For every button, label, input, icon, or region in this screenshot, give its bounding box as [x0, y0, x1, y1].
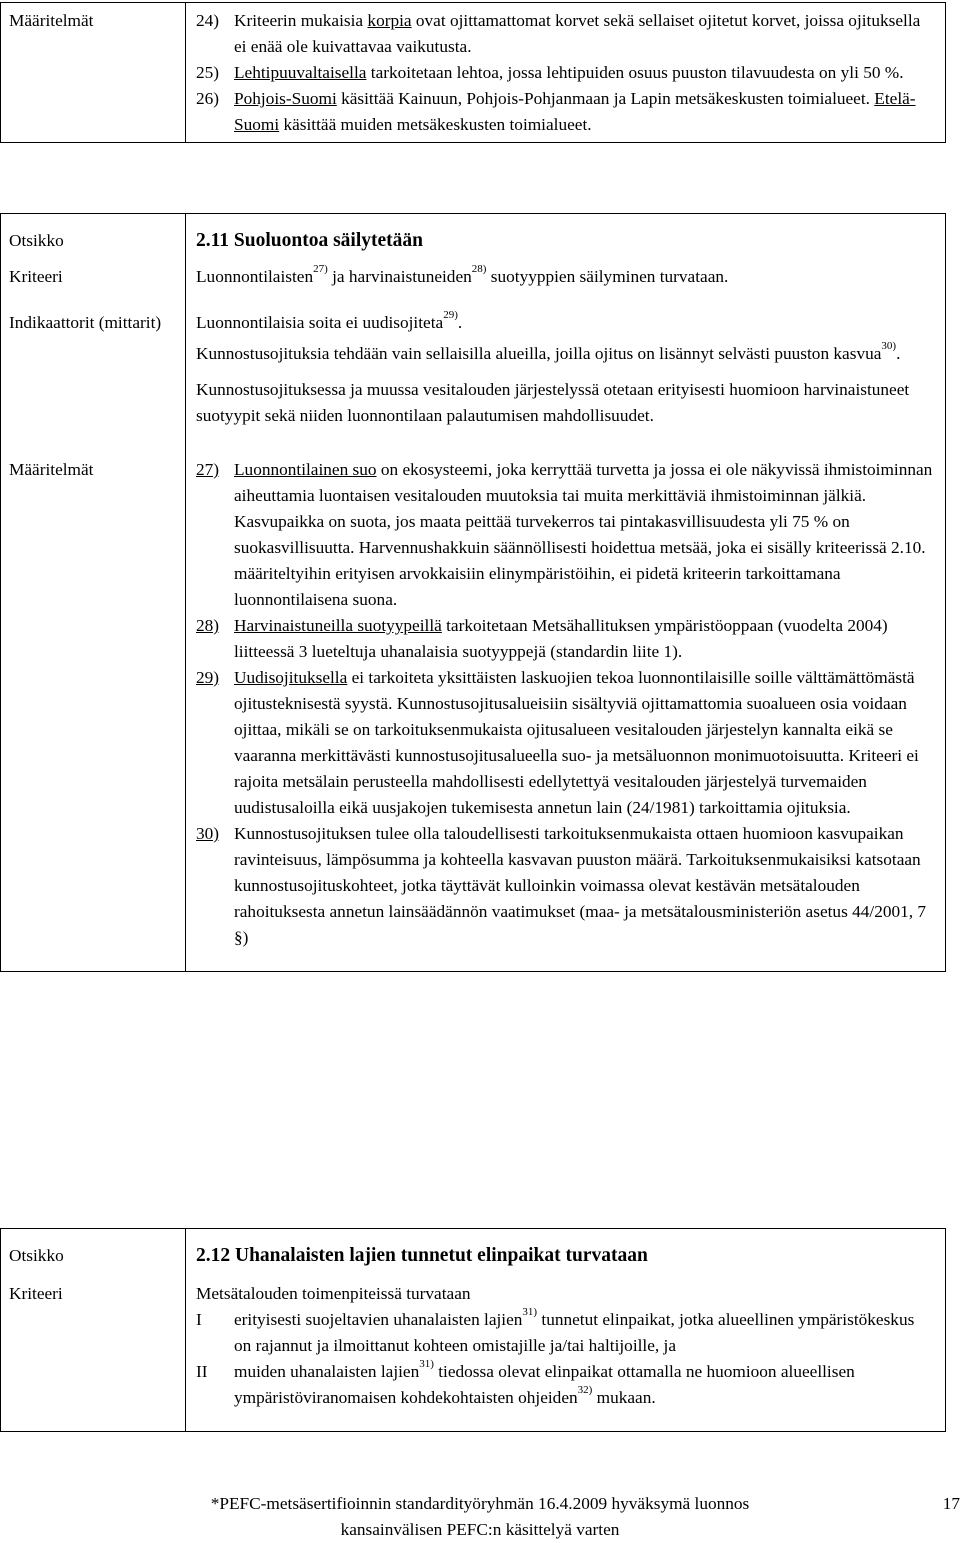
definition-24: 24) Kriteerin mukaisia korpia ovat ojittamattomat korvet sekä sellaiset ojitetut korvet, joissa ojituksella ei enää ole kuivattavaa vaikutusta.	[196, 11, 921, 56]
row-label-kriteeri: Kriteeri	[1, 1273, 186, 1432]
page-footer	[0, 1491, 960, 1543]
criterion-table-2-12	[0, 1228, 946, 1432]
definition-30: 30) Kunnostusojituksen tulee olla taloudellisesti tarkoituksenmukaista ottaen huomioon kasvupaikan ravinteisuus, lämpösumma ja kohteella kasvavan puuston määrä. Tarkoituksenmukaisiksi katsotaan kunnostusojituskohteet, jotka täyttävät kulloinkin voimassa olevat kestävän metsätalouden rahoituksesta annetun lainsäädännön vaatimukset (maa- ja metsätalousministeriön asetus 44/2001, 7 §)	[196, 824, 927, 947]
row-label-kriteeri: Kriteeri	[1, 258, 186, 298]
definitions-cell	[186, 443, 946, 972]
indicator-item: Kunnostusojituksessa ja muussa vesitalouden järjestelyssä otetaan erityisesti huomioon harvinaistuneet suotyypit sekä niiden luonnontilaan palautumisen mahdollisuudet.	[196, 380, 910, 425]
definition-28: 28) Harvinaistuneilla suotyypeillä tarkoitetaan Metsähallituksen ympäristöoppaan (vuodelta 2004) liitteessä 3 lueteltuja uhanalaisia suotyyppejä (standardin liite 1).	[196, 616, 888, 661]
term-link: korpia	[367, 11, 412, 30]
definition-26: 26) Pohjois-Suomi käsittää Kainuun, Pohjois-Pohjanmaan ja Lapin metsäkeskusten toimialueet. Etelä-Suomi käsittää muiden metsäkeskusten toimialueet.	[196, 89, 916, 134]
criterion-text	[186, 1273, 946, 1432]
definition-25: 25) Lehtipuuvaltaisella tarkoitetaan lehtoa, jossa lehtipuiden osuus puuston tilavuudesta on yli 50 %.	[196, 63, 904, 82]
criterion-title: 2.11 Suoluontoa säilytetään	[196, 230, 424, 251]
criterion-intro: Metsätalouden toimenpiteissä turvataan	[196, 1284, 471, 1303]
row-label-maaritelmat: Määritelmät	[1, 3, 186, 143]
term-link: Lehtipuuvaltaisella	[234, 63, 367, 82]
criterion-table-2-11	[0, 213, 946, 972]
criterion-item-ii: II muiden uhanalaisten lajien$^{31)}$ tiedossa olevat elinpaikat ottamalla ne huomioon alueellisen ympäristöviranomaisen kohdekohtaisten ohjeiden$^{32)}$ mukaan.	[196, 1358, 855, 1407]
indicator-item: Luonnontilaisia soita ei uudisojiteta$^{29)}$.	[196, 309, 463, 332]
term-link: Harvinaistuneilla suotyypeillä	[234, 616, 442, 635]
definition-27: 27) Luonnontilainen suo on ekosysteemi, joka kerryttää turvetta ja jossa ei ole näkyvissä ihmistoiminnan aiheuttamia luontaisen vesitalouden muutoksia tai muita merkittäviä ihmistoiminnan jälkiä. Kasvupaikka on suota, jos maata peittää turvekerros tai pintakasvillisuudesta yli 75 % on suokasvillisuutta. Harvennushakkuin säännöllisesti hoidettua metsää, joka ei sisälly kriteerissä 2.10. määriteltyihin erityisen arvokkaisiin elinympäristöihin, ei pidetä kriteerin tarkoittamana luonnontilaisena suona.	[196, 460, 933, 609]
row-label-maaritelmat: Määritelmät	[1, 443, 186, 972]
definitions-cell	[186, 3, 946, 143]
indicators-cell	[186, 298, 946, 443]
definitions-table-top	[0, 2, 946, 143]
footer-line: *PEFC-metsäsertifioinnin standardityöryhmän 16.4.2009 hyväksymä luonnos	[210, 1494, 750, 1513]
row-label-otsikko: Otsikko	[1, 214, 186, 259]
term-link: Pohjois-Suomi	[234, 89, 337, 108]
term-link: Luonnontilainen suo	[234, 460, 377, 479]
criterion-item-i: I erityisesti suojeltavien uhanalaisten lajien$^{31)}$ tunnetut elinpaikat, jotka alueellinen ympäristökeskus on rajannut ja ilmoittanut kohteen omistajille ja/tai haltijoille, ja	[196, 1306, 915, 1355]
term-link: Etelä-Suomi	[234, 89, 916, 134]
criterion-text: Luonnontilaisten$^{27)}$ ja harvinaistuneiden$^{28)}$ suotyyppien säilyminen turvataan.	[186, 258, 946, 298]
indicator-item: Kunnostusojituksia tehdään vain sellaisilla alueilla, joilla ojitus on lisännyt selvästi puuston kasvua$^{30)}$.	[196, 340, 901, 363]
footer-line: kansainvälisen PEFC:n käsittelyä varten	[340, 1520, 620, 1539]
page-number: 17	[942, 1494, 960, 1513]
term-link: Uudisojituksella	[234, 668, 348, 687]
definition-29: 29) Uudisojituksella ei tarkoiteta yksittäisten laskuojien tekoa luonnontilaisille soille välttämättömästä ojitusteknisestä syystä. Kunnostusojitusalueisiin sisältyviä ojittamattomia suoalueen osia voidaan ojittaa, mikäli se on tarkoituksenmukaista ojitusalueen vesitalouden järjestelyn kannalta eikä se vaaranna merkittävästi kunnostusojitusalueella suo- ja metsäluonnon monimuotoisuutta. Kriteeri ei rajoita metsälain perusteella mahdollisesti edellytettyä vesitalouden järjestelyä turvemaiden uudistusaloilla eikä uusjakojen tukemisesta annetun lain (24/1981) tarkoittamia ojituksia.	[196, 668, 919, 817]
row-label-indikaattorit: Indikaattorit (mittarit)	[1, 298, 186, 443]
criterion-title: 2.12 Uhanalaisten lajien tunnetut elinpaikat turvataan	[196, 1245, 648, 1266]
row-label-otsikko: Otsikko	[1, 1229, 186, 1274]
